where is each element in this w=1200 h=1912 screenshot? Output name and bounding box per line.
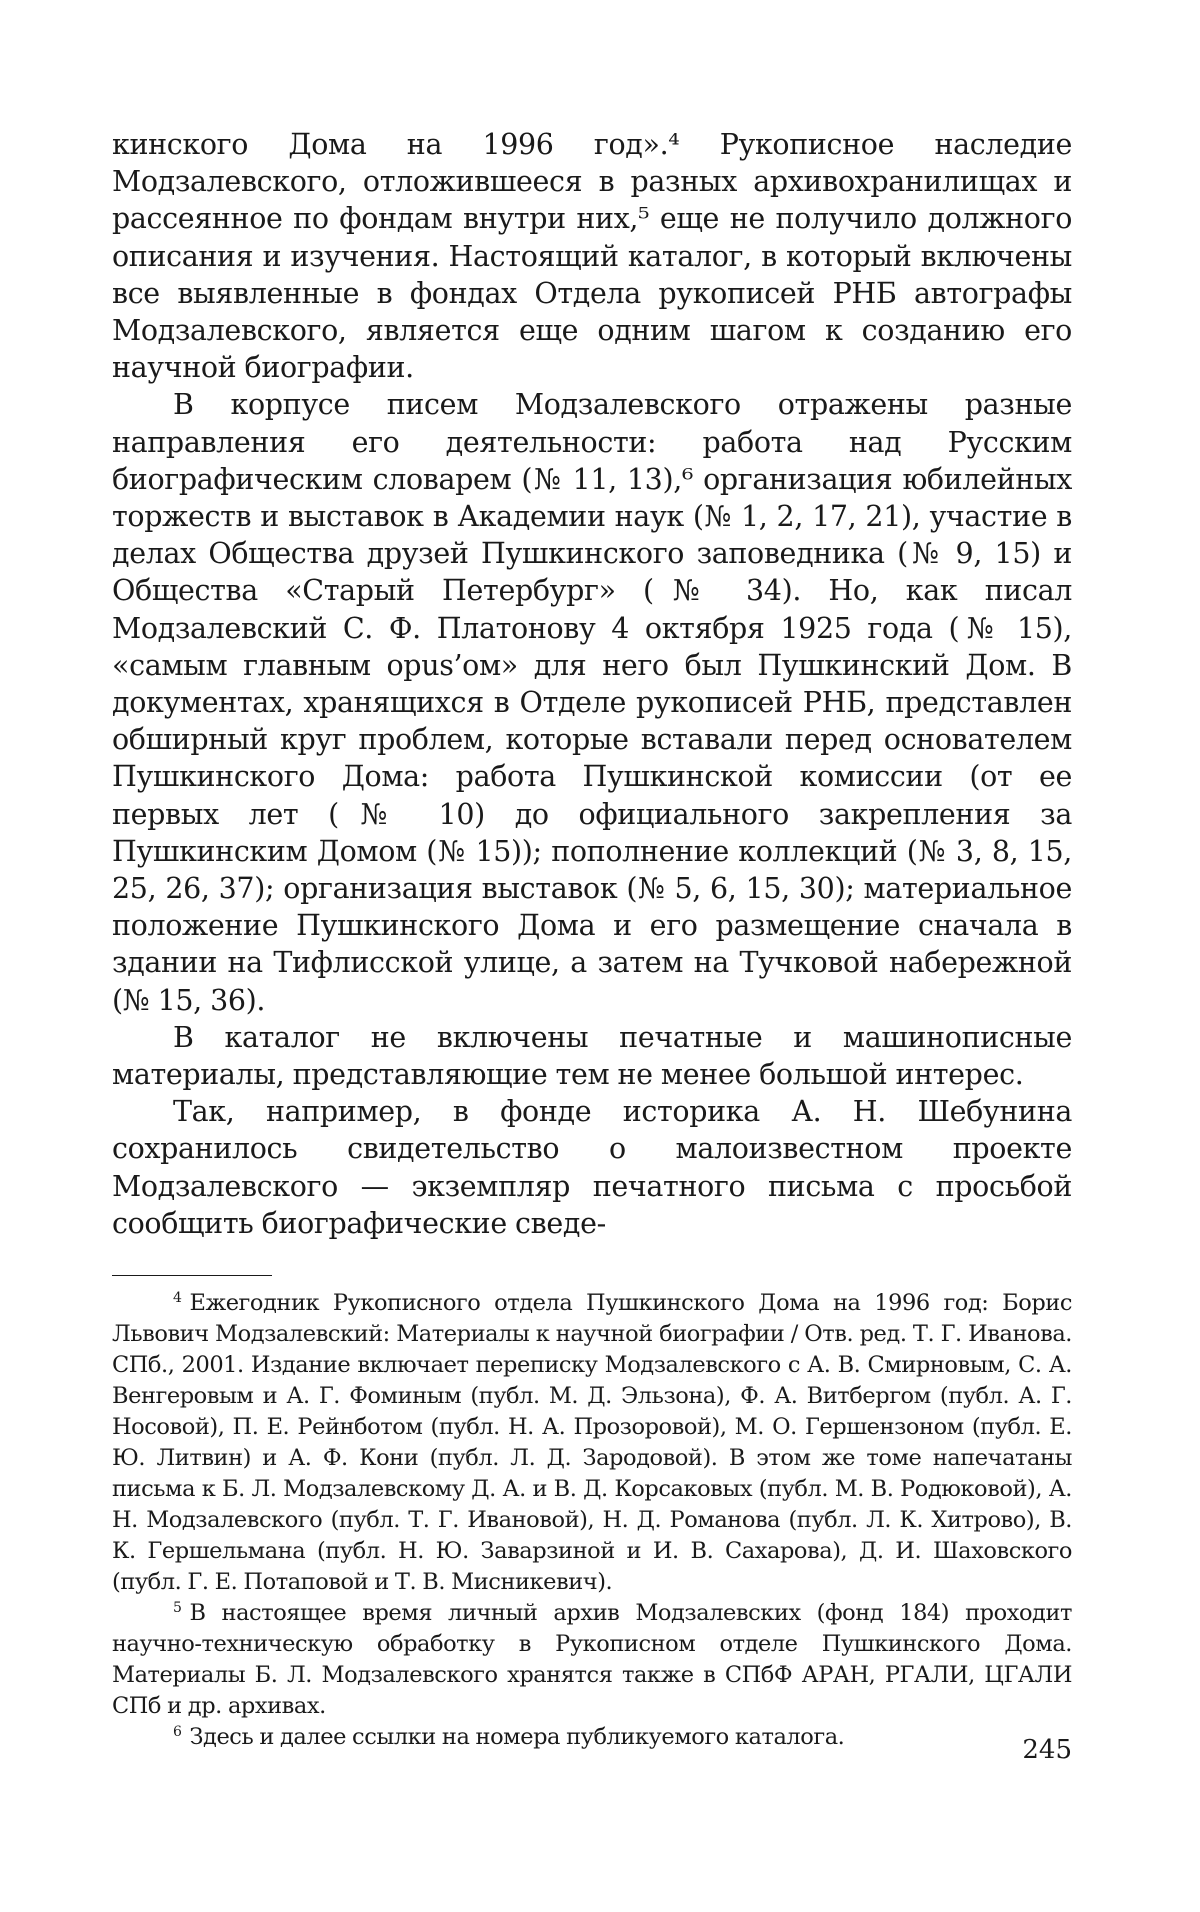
footnote-marker: 6 [173, 1723, 182, 1740]
paragraph-1: кинского Дома на 1996 год».⁴ Рукописное наследие Модзалевского, отложившееся в разных архивохранилищах и рассеянное по фондам внутри них,⁵ еще не получило должного описания и изучения. Настоящий каталог, в который включены все выявленные в фондах Отдела рукописей РНБ автографы Модзалевского, является еще одним шагом к созданию его научной биографии. [112, 128, 1072, 385]
footnote-separator [112, 1275, 272, 1276]
main-text [112, 126, 1072, 1242]
footnotes [112, 1288, 1072, 1753]
footnote-marker: 4 [173, 1289, 182, 1306]
footnote-text: Здесь и далее ссылки на номера публикуемого каталога. [189, 1724, 845, 1751]
footnote-text: Ежегодник Рукописного отдела Пушкинского Дома на 1996 год: Борис Львович Модзалевский: Материалы к научной биографии / Отв. ред. Т. Г. Иванова. СПб., 2001. Издание включает переписку Модзалевского с А. В. Смирновым, С. А. Венгеровым и А. Г. Фоминым (публ. М. Д. Эльзона), Ф. А. Витбергом (публ. А. Г. Носовой), П. Е. Рейнботом (публ. Н. А. Прозоровой), М. О. Гершензоном (публ. Е. Ю. Литвин) и А. Ф. Кони (публ. Л. Д. Зародовой). В этом же томе напечатаны письма к Б. Л. Модзалевскому Д. А. и В. Д. Корсаковых (публ. М. В. Родюковой), А. Н. Модзалевского (публ. Т. Г. Ивановой), Н. Д. Романова (публ. Л. К. Хитрово), В. К. Гершельмана (публ. Н. Ю. Заварзиной и И. В. Сахарова), Д. И. Шаховского (публ. Г. Е. Потаповой и Т. В. Мисникевич). [112, 1290, 1072, 1596]
document-page [112, 126, 1072, 1753]
footnote-6 [112, 1722, 1072, 1753]
page-number: 245 [1022, 1735, 1072, 1765]
footnote-5 [112, 1598, 1072, 1722]
footnote-4 [112, 1288, 1072, 1598]
footnote-marker: 5 [173, 1599, 182, 1616]
paragraph-3: В каталог не включены печатные и машинописные материалы, представляющие тем не менее большой интерес. [112, 1020, 1072, 1092]
paragraph-4: Так, например, в фонде историка А. Н. Шебунина сохранилось свидетельство о малоизвестном проекте Модзалевского — экземпляр печатного письма с просьбой сообщить биографические сведе- [112, 1095, 1072, 1240]
footnote-text: В настоящее время личный архив Модзалевских (фонд 184) проходит научно-техническую обработку в Рукописном отделе Пушкинского Дома. Материалы Б. Л. Модзалевского хранятся также в СПбФ АРАН, РГАЛИ, ЦГАЛИ СПб и др. архивах. [112, 1600, 1072, 1720]
paragraph-2: В корпусе писем Модзалевского отражены разные направления его деятельности: работа над Русским биографическим словарем (№ 11, 13),⁶ организация юбилейных торжеств и выставок в Академии наук (№ 1, 2, 17, 21), участие в делах Общества друзей Пушкинского заповедника (№ 9, 15) и Общества «Старый Петербург» (№ 34). Но, как писал Модзалевский С. Ф. Платонову 4 октября 1925 года (№ 15), «самым главным opus’ом» для него был Пушкинский Дом. В документах, хранящихся в Отделе рукописей РНБ, представлен обширный круг проблем, которые вставали перед основателем Пушкинского Дома: работа Пушкинской комиссии (от ее первых лет (№ 10) до официального закрепления за Пушкинским Домом (№ 15)); пополнение коллекций (№ 3, 8, 15, 25, 26, 37); организация выставок (№ 5, 6, 15, 30); материальное положение Пушкинского Дома и его размещение сначала в здании на Тифлисской улице, а затем на Тучковой набережной (№ 15, 36). [112, 388, 1072, 1017]
